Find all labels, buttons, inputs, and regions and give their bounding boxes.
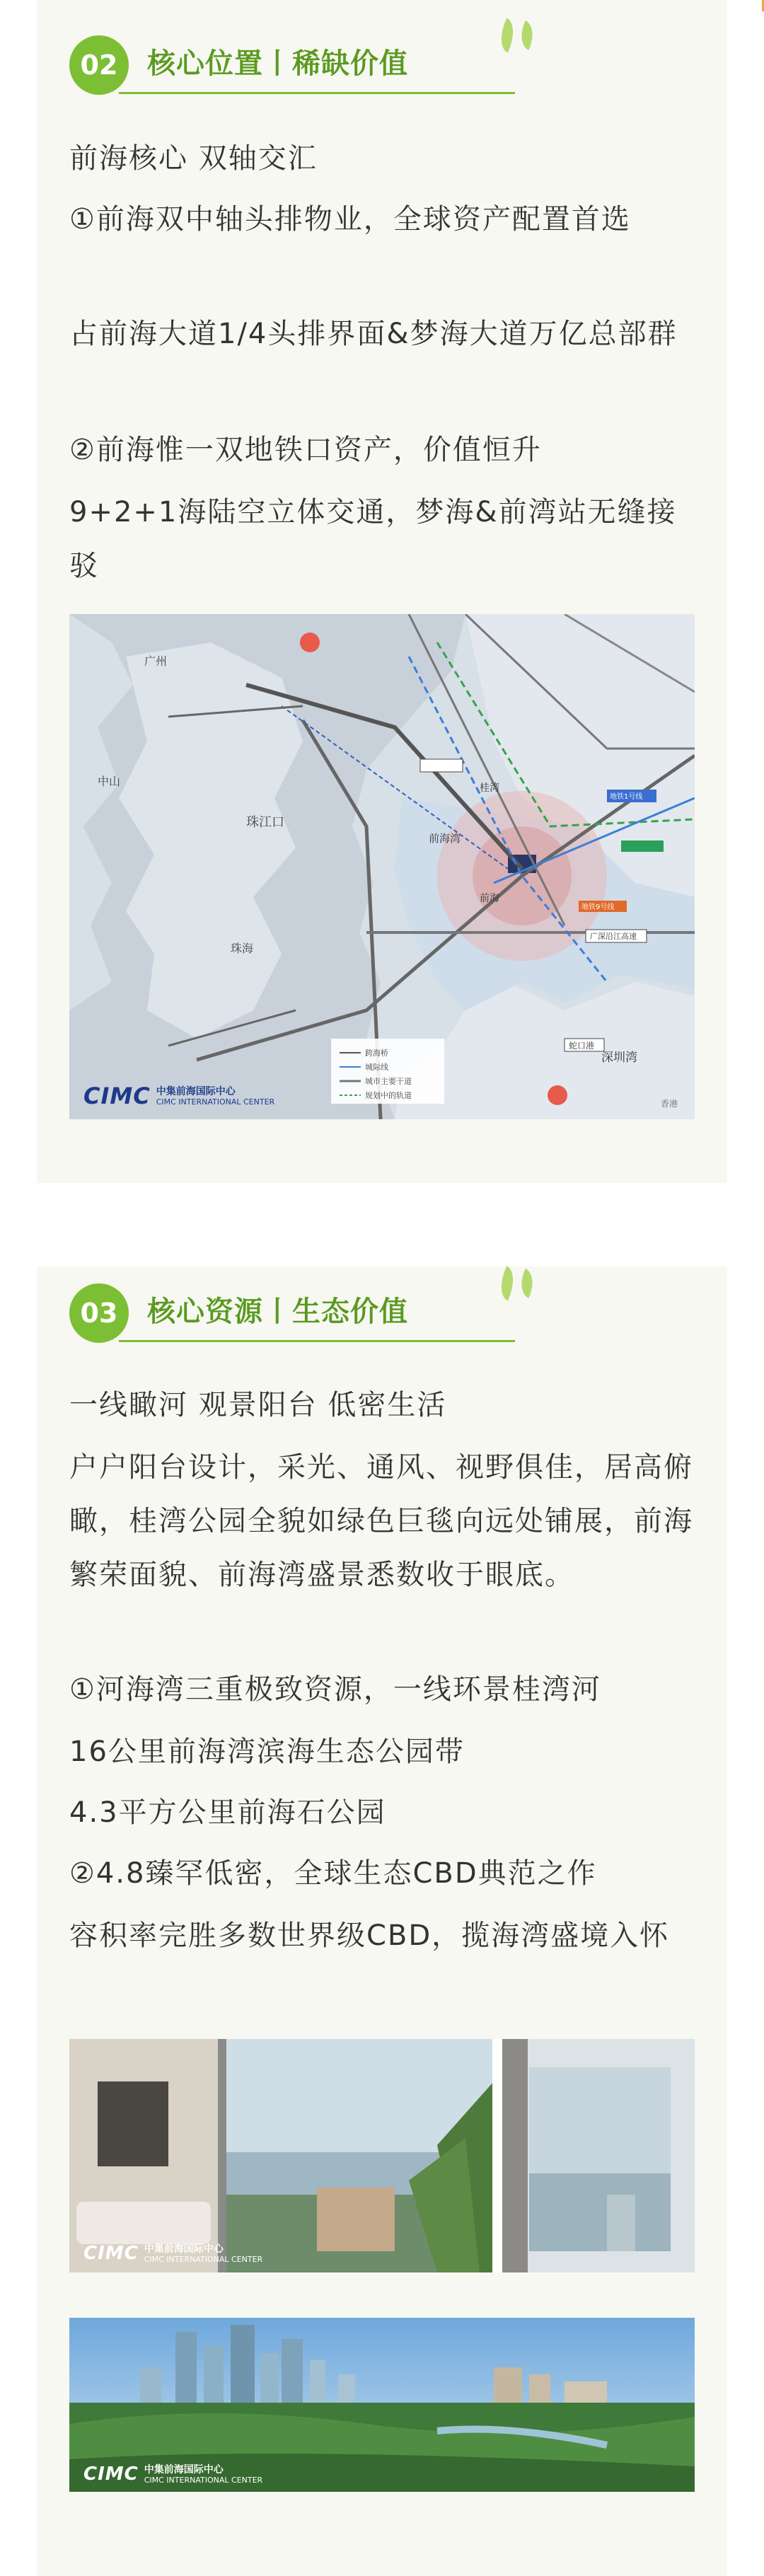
paragraph: 16公里前海湾滨海生态公园带 [69, 1735, 465, 1768]
map-label-shenzhenwan: 深圳湾 [601, 1051, 637, 1065]
cimc-logo [83, 1082, 274, 1109]
paragraph: 4.3平方公里前海石公园 [69, 1796, 386, 1829]
section-underline [119, 1340, 515, 1342]
map-label-zhongshan: 中山 [98, 775, 121, 788]
paragraph: 前海核心 双轴交汇 [69, 142, 318, 175]
brand-wordmark: CIMC [83, 2243, 139, 2264]
map-label-guangzhou: 广州 [144, 654, 168, 668]
brand-wordmark: CIMC [83, 2464, 139, 2485]
leaf-icon [514, 21, 539, 50]
map-graphic [69, 614, 695, 1119]
section-card-ecology [37, 1266, 727, 2576]
brand-name-en: CIMC INTERNATIONAL CENTER [156, 1097, 275, 1107]
map-label-qianhaiwan: 前海湾 [429, 832, 461, 845]
paragraph: 一线瞰河 观景阳台 低密生活 [69, 1389, 447, 1421]
map-label-zhuhai: 珠海 [231, 942, 254, 955]
paragraph: ②4.8臻罕低密，全球生态CBD典范之作 [69, 1857, 597, 1890]
paragraph: ②前海惟一双地铁口资产，价值恒升 [69, 434, 542, 466]
map-label-shekou: 蛇口港 [569, 1041, 595, 1051]
map-label-hongkong: 香港 [661, 1099, 678, 1109]
map-label-guiwan: 桂湾 [480, 782, 499, 794]
section-number-badge: 02 [69, 35, 129, 95]
brand-name-cn: 中集前海国际中心 [144, 2243, 224, 2255]
map-label-guangshen: 广深沿江高速 [590, 932, 637, 941]
paragraph: ①河海湾三重极致资源，一线环景桂湾河 [69, 1673, 601, 1706]
skyline-photo [69, 2318, 695, 2492]
paragraph: 户户阳台设计，采光、通风、视野俱佳，居高俯瞰，桂湾公园全貌如绿色巨毯向远处铺展，前海繁荣面貌、前海湾盛景悉数收于眼底。 [69, 1451, 693, 1591]
legend-item: 跨海桥 [365, 1049, 388, 1058]
section-header [69, 1268, 678, 1346]
brand-name-en: CIMC INTERNATIONAL CENTER [144, 2254, 263, 2264]
cimc-logo [83, 2464, 262, 2485]
brand-wordmark: CIMC [83, 1082, 151, 1109]
section-card-location [37, 0, 727, 1183]
brand-name-cn: 中集前海国际中心 [144, 2464, 224, 2476]
section-title: 核心资源丨生态价值 [147, 1295, 408, 1328]
paragraph: 容积率完胜多数世界级CBD，揽海湾盛境入怀 [69, 1919, 670, 1952]
map-label-zhujiangkou: 珠江口 [246, 815, 284, 830]
section-underline [119, 92, 515, 94]
interior-graphic [69, 2039, 695, 2272]
brand-subtitle [156, 1086, 274, 1107]
paragraph: 9+2+1海陆空立体交通，梦海&前湾站无缝接驳 [69, 496, 677, 582]
map-label-qianhai: 前海 [480, 893, 499, 904]
brand-subtitle [144, 2243, 262, 2264]
interior-photo [69, 2039, 695, 2272]
legend-item: 城市主要干道 [365, 1077, 412, 1086]
leaf-icon [494, 1266, 521, 1300]
brand-name-en: CIMC INTERNATIONAL CENTER [144, 2475, 263, 2485]
leaf-icon [494, 18, 521, 52]
section-header [69, 20, 678, 98]
metro-tag: 地铁9号线 [581, 903, 615, 911]
brand-name-cn: 中集前海国际中心 [156, 1085, 236, 1097]
section-title: 核心位置丨稀缺价值 [147, 47, 408, 80]
cimc-logo [83, 2243, 262, 2264]
section-number-badge: 03 [69, 1283, 129, 1343]
legend-item: 城际线 [365, 1063, 388, 1072]
brand-subtitle [144, 2464, 262, 2485]
paragraph: 占前海大道1/4头排界面&梦海大道万亿总部群 [69, 318, 678, 350]
legend-item: 规划中的轨道 [365, 1091, 412, 1100]
location-map [69, 614, 695, 1119]
metro-tag: 地铁1号线 [610, 793, 643, 801]
leaf-icon [514, 1269, 539, 1298]
paragraph: ①前海双中轴头排物业，全球资产配置首选 [69, 203, 631, 236]
